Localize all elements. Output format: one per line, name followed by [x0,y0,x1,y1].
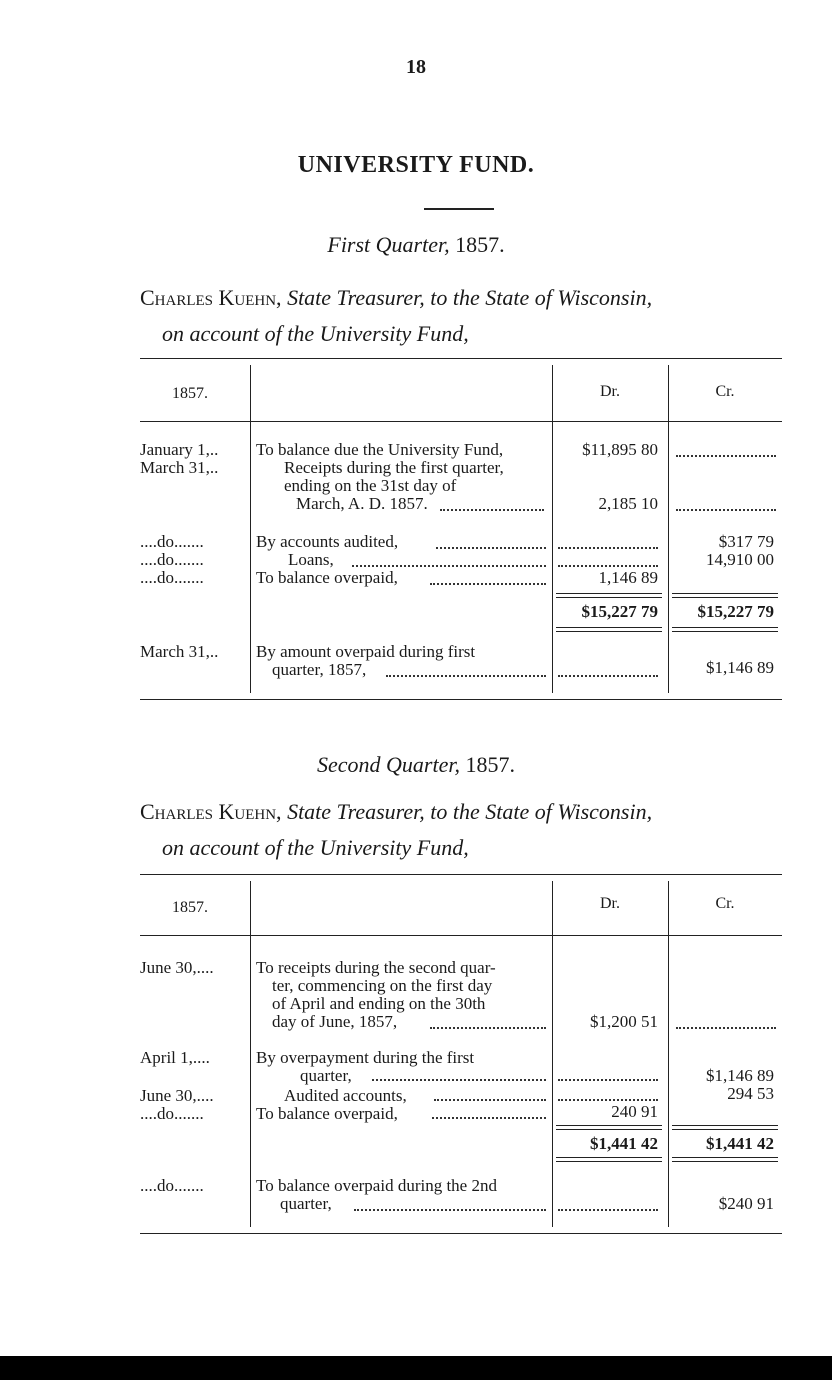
page-number: 18 [406,56,426,78]
entry-description: quarter, [280,1194,332,1213]
column-header-dr: Dr. [600,895,620,912]
leader-dots [434,1099,546,1101]
account-line-1: State Treasurer, to the State of Wisconsin, [287,799,653,824]
column-header-dr: Dr. [600,383,620,400]
treasurer-name: Charles Kuehn, [140,285,282,310]
leader-dots [558,565,658,567]
entry-description: day of June, 1857, [272,1012,398,1031]
total-rule [672,593,778,598]
entry-debit: 1,146 89 [598,568,658,587]
leader-dots [558,547,658,549]
entry-date: ....do....... [140,568,204,587]
entry-description: Receipts during the first quarter, [284,458,504,477]
first-quarter-account-heading [140,280,800,352]
entry-date: ....do....... [140,532,204,551]
account-line-2: on account of the University Fund, [162,321,469,346]
entry-description: Audited accounts, [284,1086,407,1105]
leader-dots [372,1079,546,1081]
entry-credit: $240 91 [718,1194,774,1213]
quarter-label: Second Quarter, [317,752,460,777]
second-quarter-ledger [140,874,782,1234]
total-rule [556,1157,662,1162]
leader-dots [436,547,546,549]
entry-description: By accounts audited, [256,532,399,551]
total-rule [556,1125,662,1130]
debit-total: $1,441 42 [590,1134,658,1153]
leader-dots [676,509,776,511]
entry-description: By overpayment during the first [256,1048,475,1067]
quarter-year: 1857. [465,752,515,777]
entry-debit: 240 91 [611,1102,658,1121]
entry-date: April 1,.... [140,1048,210,1067]
entry-description: quarter, 1857, [272,660,367,679]
header-rule [140,935,782,936]
leader-dots [432,1117,546,1119]
leader-dots [354,1209,546,1211]
credit-total: $15,227 79 [697,602,774,621]
quarter-label: First Quarter, [327,232,450,257]
entry-description: To receipts during the second quar- [256,958,496,977]
first-quarter-ledger [140,358,782,700]
leader-dots [430,1027,546,1029]
second-quarter-account-heading [140,794,800,866]
leader-dots [558,675,658,677]
column-header-cr: Cr. [715,895,735,912]
entry-description: quarter, [300,1066,352,1085]
column-rule [668,365,669,693]
leader-dots [676,1027,776,1029]
leader-dots [676,455,776,457]
credit-total: $1,441 42 [706,1134,774,1153]
entry-date: ....do....... [140,1176,204,1195]
column-header-date: 1857. [172,385,208,402]
column-header-cr: Cr. [715,383,735,400]
entry-debit: 2,185 10 [598,494,658,513]
entry-credit: $317 79 [718,532,774,551]
leader-dots [558,1099,658,1101]
entry-date: June 30,.... [140,1086,214,1105]
entry-description: By amount overpaid during first [256,642,476,661]
account-line-1: State Treasurer, to the State of Wisconsin, [287,285,653,310]
second-quarter-heading [0,752,832,778]
entry-credit: 294 53 [727,1084,774,1103]
entry-description: To balance overpaid during the 2nd [256,1176,497,1195]
entry-date: January 1,.. [140,440,219,459]
entry-description: March, A. D. 1857. [296,494,428,513]
entry-debit: $1,200 51 [590,1012,658,1031]
total-rule [556,593,662,598]
entry-description: of April and ending on the 30th [272,994,486,1013]
leader-dots [430,583,546,585]
account-line-2: on account of the University Fund, [162,835,469,860]
scan-edge-bar [0,1356,832,1380]
entry-date: June 30,.... [140,958,214,977]
entry-date: March 31,.. [140,458,219,477]
entry-description: ending on the 31st day of [284,476,457,495]
total-rule [672,1157,778,1162]
entry-description: To balance due the University Fund, [256,440,504,459]
first-quarter-heading [0,232,832,258]
entry-description: ter, commencing on the first day [272,976,493,995]
total-rule [672,627,778,632]
column-rule [250,881,251,1227]
entry-credit: $1,146 89 [706,1066,774,1085]
entry-description: To balance overpaid, [256,1104,398,1123]
column-rule [552,881,553,1227]
entry-date: March 31,.. [140,642,219,661]
title-divider [424,208,494,210]
entry-description: Loans, [288,550,334,569]
column-header-date: 1857. [172,899,208,916]
column-rule [250,365,251,693]
entry-date: ....do....... [140,1104,204,1123]
header-rule [140,421,782,422]
treasurer-name: Charles Kuehn, [140,799,282,824]
entry-credit: $1,146 89 [706,658,774,677]
debit-total: $15,227 79 [581,602,658,621]
fund-title: UNIVERSITY FUND. [297,152,535,178]
total-rule [556,627,662,632]
total-rule [672,1125,778,1130]
entry-credit: 14,910 00 [706,550,774,569]
entry-debit: $11,895 80 [582,440,658,459]
leader-dots [558,1209,658,1211]
entry-description: To balance overpaid, [256,568,398,587]
leader-dots [440,509,544,511]
quarter-year: 1857. [455,232,505,257]
entry-date: ....do....... [140,550,204,569]
leader-dots [352,565,546,567]
leader-dots [386,675,546,677]
leader-dots [558,1079,658,1081]
column-rule [552,365,553,693]
column-rule [668,881,669,1227]
